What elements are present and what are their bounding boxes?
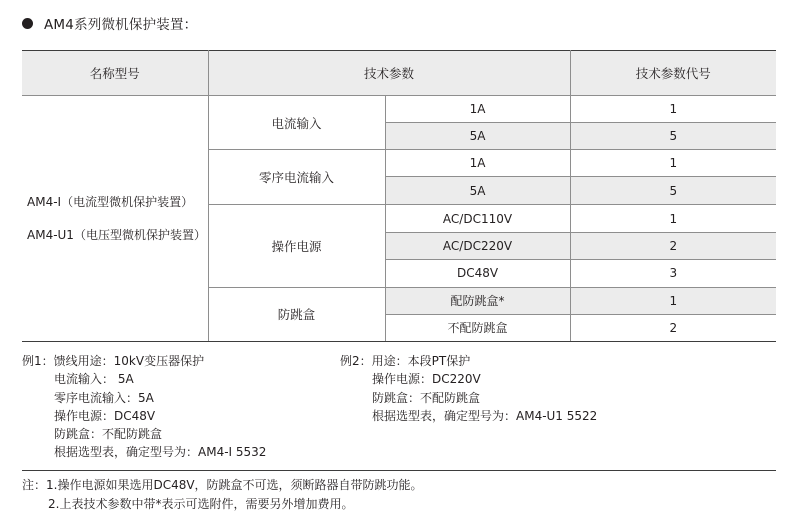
example-2-title: 例2：用途：本段PT保护	[340, 354, 471, 368]
param-cell: AC/DC110V	[385, 205, 570, 232]
table-row	[22, 96, 776, 123]
code-cell: 1	[570, 205, 776, 232]
example-1-line: 防跳盒：不配防跳盒	[54, 427, 163, 442]
selection-table	[22, 50, 776, 342]
param-cell: 1A	[385, 96, 570, 123]
param-cell: 5A	[385, 177, 570, 205]
example-1	[22, 352, 266, 462]
example-2-line: 操作电源：DC220V	[372, 372, 481, 387]
code-cell: 2	[570, 314, 776, 341]
header-code: 技术参数代号	[570, 51, 776, 96]
notes-divider	[22, 470, 776, 471]
code-cell: 5	[570, 177, 776, 205]
category-anti-jump-box: 防跳盒	[208, 287, 385, 341]
param-cell: 5A	[385, 123, 570, 150]
section-title: AM4系列微机保护装置：	[44, 17, 198, 33]
param-cell: 配防跳盒*	[385, 287, 570, 314]
code-cell: 3	[570, 259, 776, 287]
example-1-line: 电流输入： 5A	[54, 372, 134, 387]
section-heading	[22, 13, 197, 33]
model-name-voltage: AM4-U1（电压型微机保护装置）	[27, 228, 206, 243]
header-model: 名称型号	[22, 51, 208, 96]
bullet-dot-icon	[22, 18, 33, 29]
example-2	[340, 352, 597, 425]
example-2-line: 根据选型表，确定型号为：AM4-U1 5522	[372, 408, 598, 423]
category-zero-seq-input: 零序电流输入	[208, 150, 385, 205]
note-2: 2.上表技术参数中带*表示可选附件，需要另外增加费用。	[48, 496, 354, 511]
example-1-line: 操作电源：DC48V	[54, 408, 156, 423]
model-name-current: AM4-I（电流型微机保护装置）	[27, 195, 194, 210]
table-header-row	[22, 51, 776, 96]
example-2-line: 防跳盒：不配防跳盒	[372, 390, 481, 405]
code-cell: 1	[570, 287, 776, 314]
note-1: 注：1.操作电源如果选用DC48V，防跳盒不可选，须断路器自带防跳功能。	[22, 478, 423, 492]
param-cell: DC48V	[385, 259, 570, 287]
code-cell: 2	[570, 232, 776, 259]
model-names-cell	[22, 96, 208, 342]
example-1-line: 根据选型表，确定型号为：AM4-I 5532	[54, 445, 267, 460]
code-cell: 1	[570, 96, 776, 123]
category-current-input: 电流输入	[208, 96, 385, 150]
notes	[22, 476, 423, 513]
param-cell: 不配防跳盒	[385, 314, 570, 341]
code-cell: 5	[570, 123, 776, 150]
code-cell: 1	[570, 150, 776, 177]
example-1-line: 零序电流输入：5A	[54, 390, 154, 405]
param-cell: 1A	[385, 150, 570, 177]
category-power-supply: 操作电源	[208, 205, 385, 287]
example-1-title: 例1：馈线用途：10kV变压器保护	[22, 354, 205, 368]
param-cell: AC/DC220V	[385, 232, 570, 259]
header-params: 技术参数	[208, 51, 570, 96]
